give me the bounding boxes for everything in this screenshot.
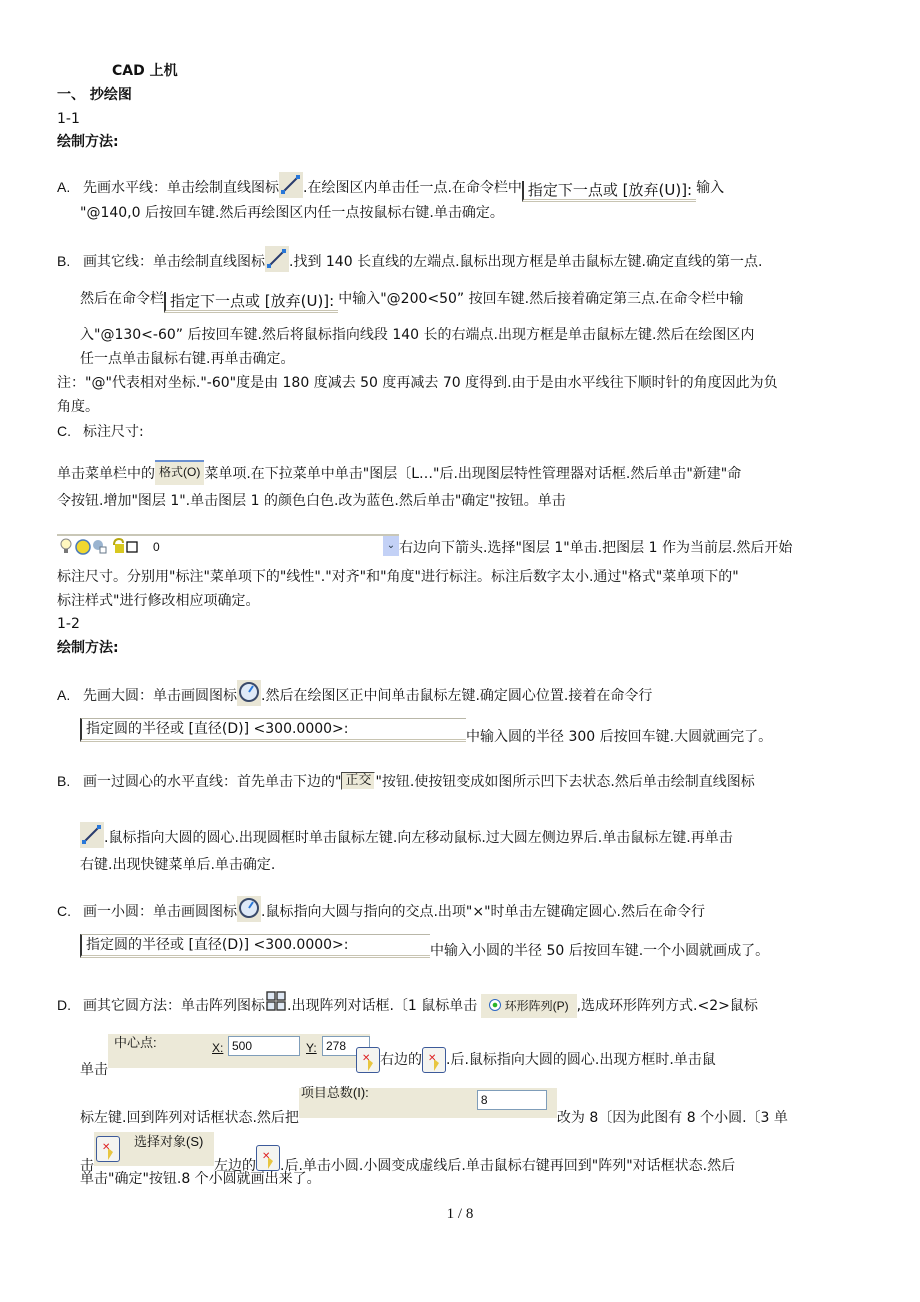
method-heading: 绘制方法:	[57, 640, 119, 656]
command-prompt: 指定圆的半径或 [直径(D)] <300.0000>:	[80, 934, 430, 958]
step-c-line5: 标注样式"进行修改相应项确定。	[57, 593, 260, 609]
text: .然后在绘图区正中间单击鼠标左键.确定圆心位置.接着在命令行	[261, 688, 653, 704]
x-field: 500	[228, 1036, 300, 1056]
step-b-line3: 右键.出现快键菜单后.单击确定.	[80, 857, 276, 873]
y-field: 278	[322, 1036, 370, 1056]
line-tool-icon	[279, 172, 303, 198]
layer-state-icons	[59, 537, 149, 557]
text: 右边的	[380, 1052, 422, 1068]
text: .找到 140 长直线的左端点.鼠标出现方框是单击鼠标左键.确定直线的第一点.	[289, 254, 763, 270]
pick-point-icon	[422, 1047, 446, 1073]
text: 然后在命令栏	[80, 291, 164, 307]
text: 标注尺寸:	[83, 424, 144, 440]
text: 画其它圆方法：单击阵列图标	[83, 998, 265, 1014]
step-c-line1	[57, 896, 705, 922]
text: .出现阵列对话框.〔1 鼠标单击	[287, 998, 478, 1014]
select-objects-panel	[94, 1132, 214, 1166]
text: 输入	[696, 180, 725, 196]
doc-title: CAD 上机	[112, 63, 178, 79]
text: .在绘图区内单击任一点.在命令栏中	[303, 180, 522, 196]
text: 画其它线：单击绘制直线图标	[83, 254, 265, 270]
text: 画一过圆心的水平直线：首先单击下边的"	[83, 774, 342, 790]
exercise-id: 1-2	[57, 616, 80, 632]
select-objects-icon	[96, 1136, 120, 1162]
array-tool-icon	[265, 990, 287, 1017]
text: .鼠标指向大圆的圆心.出现圆框时单击鼠标左键.向左移动鼠标.过大圆左侧边界后.单击鼠标左键.再单击	[104, 830, 733, 846]
polar-array-radio	[481, 994, 576, 1018]
step-a-line1	[57, 172, 724, 202]
step-d-line3	[80, 1085, 788, 1127]
circle-tool-icon	[237, 896, 261, 922]
step-b-line2	[80, 290, 744, 313]
layer-dropdown	[57, 534, 399, 558]
text: 中输入小圆的半径 50 后按回车键.一个小圆就画成了。	[430, 943, 770, 959]
step-b-line2	[80, 822, 733, 848]
text: 先画大圆：单击画圆图标	[83, 688, 237, 704]
text: 中输入"@200<50” 按回车键.然后接着确定第三点.在命令栏中输	[338, 291, 744, 307]
step-a-line2: "@140,0 后按回车键.然后再绘图区内任一点按鼠标右键.单击确定。	[80, 205, 504, 221]
text: 中输入圆的半径 300 后按回车键.大圆就画完了。	[466, 729, 773, 745]
step-c-line4: 标注尺寸。分别用"标注"菜单项下的"线性"."对齐"和"角度"进行标注。标注后数字太小.通过"格式"菜单项下的"	[57, 569, 739, 585]
step-label: C.	[57, 423, 71, 439]
radio-label: 环形阵列(P)	[504, 999, 569, 1013]
step-b-line1	[57, 772, 755, 791]
pick-point-icon	[356, 1047, 380, 1073]
text: "按钮.使按钮变成如图所示凹下去状态.然后单击绘制直线图标	[375, 774, 755, 790]
center-point-label: 中心点:	[114, 1035, 157, 1050]
text: .鼠标指向大圆与指向的交点.出项"×"时单击左键确定圆心.然后在命令行	[261, 904, 705, 920]
note-line1: 注："@"代表相对坐标."-60"度是由 180 度减去 50 度再减去 70 度得到.由于是由水平线往下顺时针的角度因此为负	[57, 375, 778, 391]
radio-selected-icon	[489, 999, 501, 1011]
note-line2: 角度。	[57, 399, 99, 415]
step-label: B.	[57, 773, 71, 789]
text: 单击菜单栏中的	[57, 466, 155, 482]
section-heading: 一、 抄绘图	[57, 87, 132, 103]
x-label: X:	[212, 1041, 224, 1055]
layer-name: 0	[153, 540, 160, 554]
step-c-line1	[57, 460, 741, 485]
method-heading: 绘制方法:	[57, 134, 119, 150]
select-objects-label: 选择对象(S)	[134, 1134, 204, 1149]
circle-tool-icon	[237, 680, 261, 706]
text: .后.鼠标指向大圆的圆心.出现方框时.单击鼠	[446, 1052, 716, 1068]
step-label: A.	[57, 179, 71, 195]
text: 画一小圆：单击画圆图标	[83, 904, 237, 920]
command-prompt: 指定下一点或 [放弃(U)]:	[164, 292, 338, 313]
text: .后.单击小圆.小圆变成虚线后.单击鼠标右键再回到"阵列"对话框状态.然后	[280, 1158, 736, 1174]
line-tool-icon	[80, 822, 104, 848]
step-b-line4: 任一点单击鼠标右键.再单击确定。	[80, 351, 295, 367]
format-menu: 格式(O)	[155, 460, 204, 485]
step-label: B.	[57, 253, 71, 269]
line-tool-icon	[265, 246, 289, 272]
text: 右边向下箭头.选择"图层 1"单击.把图层 1 作为当前层.然后开始	[399, 540, 793, 556]
total-items-field: 8	[477, 1090, 547, 1110]
step-b-line3: 入"@130<-60” 后按回车键.然后将鼠标指向线段 140 长的右端点.出现方框是单击鼠标左键.然后在绘图区内	[80, 327, 755, 343]
text: 单击	[80, 1062, 108, 1078]
step-c-heading	[57, 422, 144, 441]
step-d-line2	[80, 1034, 716, 1079]
step-label: C.	[57, 903, 71, 919]
step-a-line2	[80, 718, 772, 746]
ortho-button: 正交	[341, 772, 375, 790]
total-items-label: 项目总数(I):	[300, 1085, 369, 1100]
step-b-line1	[57, 246, 762, 272]
step-c-line2	[80, 934, 769, 960]
text: 菜单项.在下拉菜单中单击"图层〔L…"后.出现图层特性管理器对话框.然后单击"新建"命	[204, 466, 742, 482]
step-d-line4	[80, 1132, 735, 1175]
step-label: D.	[57, 997, 71, 1013]
text: 改为 8〔因为此图有 8 个小圆.〔3 单	[556, 1110, 788, 1126]
command-prompt: 指定下一点或 [放弃(U)]:	[522, 181, 696, 202]
chevron-down-icon: ⌄	[383, 536, 399, 556]
text: ,选成环形阵列方式.<2>鼠标	[576, 998, 758, 1014]
step-c-line2: 令按钮.增加"图层 1".单击图层 1 的颜色白色.改为蓝色.然后单击"确定"按钮。单击	[57, 493, 566, 509]
text: 先画水平线：单击绘制直线图标	[83, 180, 279, 196]
text: 标左键.回到阵列对话框状态.然后把	[80, 1110, 299, 1126]
page-number: 1 / 8	[446, 1206, 474, 1222]
y-label: Y:	[306, 1041, 317, 1055]
command-prompt: 指定圆的半径或 [直径(D)] <300.0000>:	[80, 718, 466, 742]
center-point-panel	[108, 1034, 370, 1068]
step-d-line1	[57, 990, 758, 1018]
text: 击	[80, 1158, 94, 1174]
total-items-panel	[299, 1085, 557, 1118]
step-c-line3	[57, 534, 792, 558]
select-objects-icon	[256, 1145, 280, 1171]
step-a-line1	[57, 680, 652, 706]
step-label: A.	[57, 687, 71, 703]
text: 左边的	[214, 1158, 256, 1174]
step-d-line5: 单击"确定"按钮.8 个小圆就画出来了。	[80, 1171, 321, 1187]
exercise-id: 1-1	[57, 111, 80, 127]
